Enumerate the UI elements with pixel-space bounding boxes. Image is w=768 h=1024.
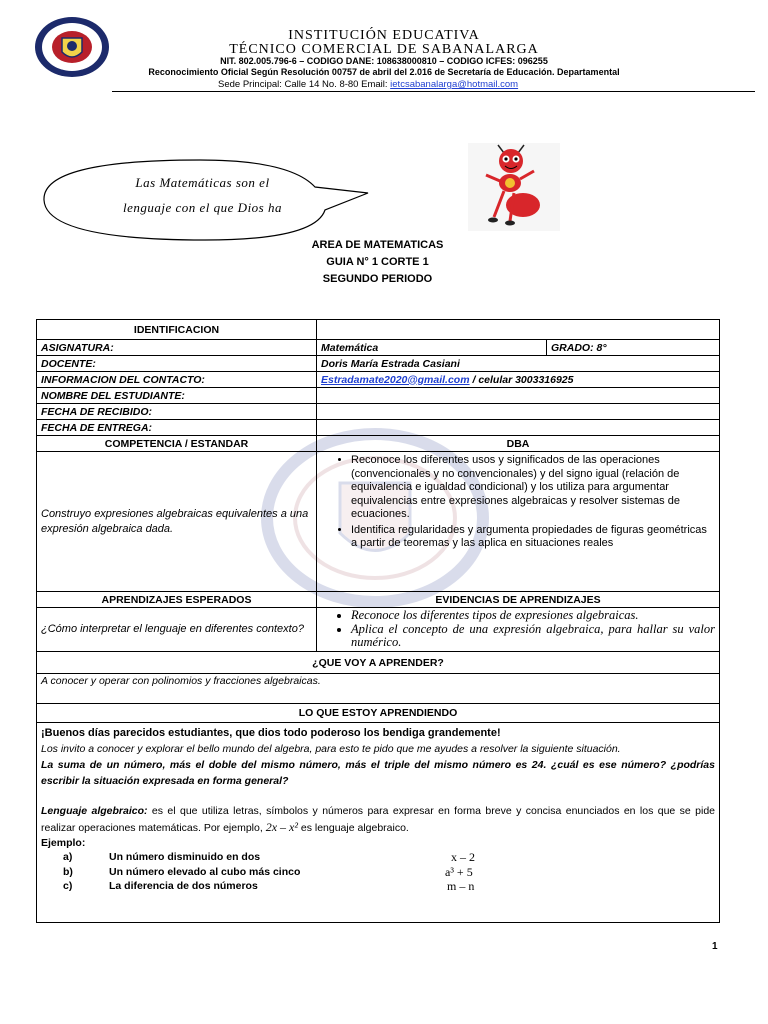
dba-item: • Identifica regularidades y argumenta propiedades de figuras geométricas a partir de teoremas y las aplica en situaciones reales — [351, 524, 715, 551]
institution-subtitle: TÉCNICO COMERCIAL DE SABANALARGA — [229, 42, 539, 57]
contacto-label: INFORMACION DEL CONTACTO: — [37, 372, 317, 388]
competencia-text: Construyo expresiones algebraicas equivalentes a una expresión algebraica dada. — [37, 452, 317, 592]
greeting-text: ¡Buenos días parecidos estudiantes, que dios todo poderoso los bendiga grandemente! — [41, 727, 501, 739]
asignatura-label: ASIGNATURA: — [37, 340, 317, 356]
lenguaje-definition: Lenguaje algebraico: es el que utiliza letras, símbolos y números para expresar en forma breve y concisa enunciados en los que se pide realizar operaciones matemáticas. Por ejemplo, 2x – x² es lenguaje algebraico. — [41, 805, 715, 834]
estudiante-label: NOMBRE DEL ESTUDIANTE: — [37, 388, 317, 404]
docente-label: DOCENTE: — [37, 356, 317, 372]
bubble-quote: Las Matemáticas son el lenguaje con el que Dios ha — [123, 175, 282, 215]
contacto-value: Estradamate2020@gmail.com / celular 3003316925 — [317, 372, 720, 388]
problem-text: La suma de un número, más el doble del mismo número, más el triple del mismo número es 24. ¿cuál es ese número? ¿podrías escribir la situación expresada en forma general? — [41, 759, 715, 787]
learning-content — [37, 723, 720, 923]
entrega-field[interactable] — [317, 420, 720, 436]
institution-name: INSTITUCIÓN EDUCATIVA — [288, 28, 480, 43]
example-row: a) Un número disminuido en dos x – 2 — [63, 850, 475, 864]
recibido-label: FECHA DE RECIBIDO: — [37, 404, 317, 420]
evidencia-item: • Reconoce los diferentes tipos de expresiones algebraicas. — [351, 609, 715, 623]
dba-header: DBA — [317, 436, 720, 452]
institution-codes: NIT. 802.005.796-6 – CODIGO DANE: 108638000810 – CODIGO ICFES: 096255 — [220, 56, 548, 66]
ejemplo-label: Ejemplo: — [41, 837, 86, 849]
area-title: AREA DE MATEMATICAS — [311, 239, 444, 251]
aprendizajes-text: ¿Cómo interpretar el lenguaje en diferentes contexto? — [37, 608, 317, 652]
competencia-header: COMPETENCIA / ESTANDAR — [37, 436, 317, 452]
guide-table — [36, 319, 720, 923]
estudiante-field[interactable] — [317, 388, 720, 404]
grado-value: GRADO: 8° — [547, 340, 720, 356]
example-row: b) Un número elevado al cubo más cinco a³ + 5 — [63, 864, 473, 879]
que-voy-header: ¿QUE VOY A APRENDER? — [37, 652, 720, 674]
dba-list — [321, 454, 715, 551]
docente-value: Doris María Estrada Casiani — [317, 356, 720, 372]
recibido-field[interactable] — [317, 404, 720, 420]
institution-email-link[interactable]: ietcsabanalarga@hotmail.com — [390, 79, 519, 90]
header-divider — [112, 91, 755, 92]
institution-address: Sede Principal: Calle 14 No. 8-80 Email: ietcsabanalarga@hotmail.com — [218, 79, 519, 90]
lo-que-header: LO QUE ESTOY APRENDIENDO — [37, 704, 720, 723]
que-voy-text: A conocer y operar con polinomios y fracciones algebraicas. — [37, 674, 720, 704]
guide-title: GUIA N° 1 CORTE 1 — [326, 256, 429, 268]
page-number: 1 — [712, 941, 718, 952]
aprendizajes-header: APRENDIZAJES ESPERADOS — [37, 592, 317, 608]
evidencias-list — [321, 609, 715, 650]
asignatura-value: Matemática — [317, 340, 547, 356]
evidencias-header: EVIDENCIAS DE APRENDIZAJES — [317, 592, 720, 608]
institution-resolution: Reconocimiento Oficial Según Resolución 00757 de abril del 2.016 de Secretaría de Educación. Departamental — [148, 67, 620, 77]
ant-mascot-icon — [468, 143, 560, 231]
period-title: SEGUNDO PERIODO — [322, 273, 433, 285]
dba-item: • Reconoce los diferentes usos y significados de las operaciones (convencionales y no convencionales) y del signo igual (relación de equivalencia e igualdad condicional) y los utiliza para argumentar equivalencias entre expresiones algebraicas y resolver sistemas de ecuaciones. — [351, 454, 715, 522]
evidencia-item: • Aplica el concepto de una expresión algebraica, para hallar su valor numérico. — [351, 623, 715, 650]
example-row: c) La diferencia de dos números m – n — [63, 879, 475, 893]
invite-text: Los invito a conocer y explorar el bello mundo del algebra, para esto te pido que me ayudes a resolver la siguiente situación. — [41, 743, 621, 755]
teacher-email-link[interactable]: Estradamate2020@gmail.com — [321, 373, 470, 386]
identificacion-header: IDENTIFICACION — [37, 320, 317, 340]
entrega-label: FECHA DE ENTREGA: — [37, 420, 317, 436]
